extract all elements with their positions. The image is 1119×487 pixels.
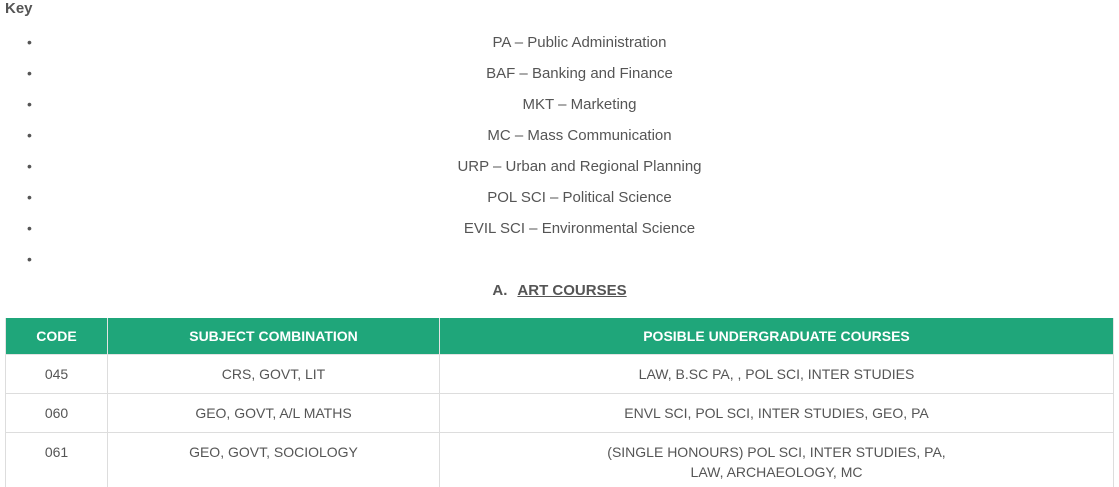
courses-table [5,318,1114,487]
key-item [0,120,1119,151]
cell-code: 061 [6,432,108,487]
key-item-text: EVIL SCI – Environmental Science [463,220,696,237]
bullet-icon: • [27,96,32,112]
key-item [0,27,1119,58]
column-header-subject-combination: SUBJECT COMBINATION [108,318,440,354]
bullet-icon: • [27,65,32,81]
cell-possible-courses: (SINGLE HONOURS) POL SCI, INTER STUDIES, PA, LAW, ARCHAEOLOGY, MC [440,432,1114,487]
key-item [0,182,1119,213]
cell-subject-combination: GEO, GOVT, A/L MATHS [108,393,440,432]
table-row [6,432,1114,487]
cell-code: 045 [6,354,108,393]
key-item [0,213,1119,244]
key-item-text: BAF – Banking and Finance [486,65,673,82]
key-item-empty [0,244,1119,275]
key-item-text: PA – Public Administration [492,34,667,51]
bullet-icon: • [27,220,32,236]
key-list [0,27,1119,275]
bullet-icon: • [27,251,32,267]
key-item [0,89,1119,120]
table-row [6,393,1114,432]
key-item-text: POL SCI – Political Science [487,189,672,206]
section-letter: A. [492,282,508,299]
cell-possible-courses: LAW, B.SC PA, , POL SCI, INTER STUDIES [440,354,1114,393]
column-header-code: CODE [6,318,108,354]
bullet-icon: • [27,158,32,174]
section-heading [0,282,1119,299]
cell-subject-combination: GEO, GOVT, SOCIOLOGY [108,432,440,487]
key-item-text: MKT – Marketing [522,96,637,113]
key-heading: Key [5,0,33,17]
table-row [6,354,1114,393]
bullet-icon: • [27,189,32,205]
bullet-icon: • [27,34,32,50]
key-item-text: MC – Mass Communication [487,127,672,144]
column-header-possible-courses: POSIBLE UNDERGRADUATE COURSES [440,318,1114,354]
cell-code: 060 [6,393,108,432]
cell-subject-combination: CRS, GOVT, LIT [108,354,440,393]
bullet-icon: • [27,127,32,143]
section-title: ART COURSES [517,282,627,299]
key-item-text: URP – Urban and Regional Planning [457,158,702,175]
cell-possible-courses: ENVL SCI, POL SCI, INTER STUDIES, GEO, PA [440,393,1114,432]
table-header-row [6,318,1114,354]
key-item [0,151,1119,182]
key-item [0,58,1119,89]
